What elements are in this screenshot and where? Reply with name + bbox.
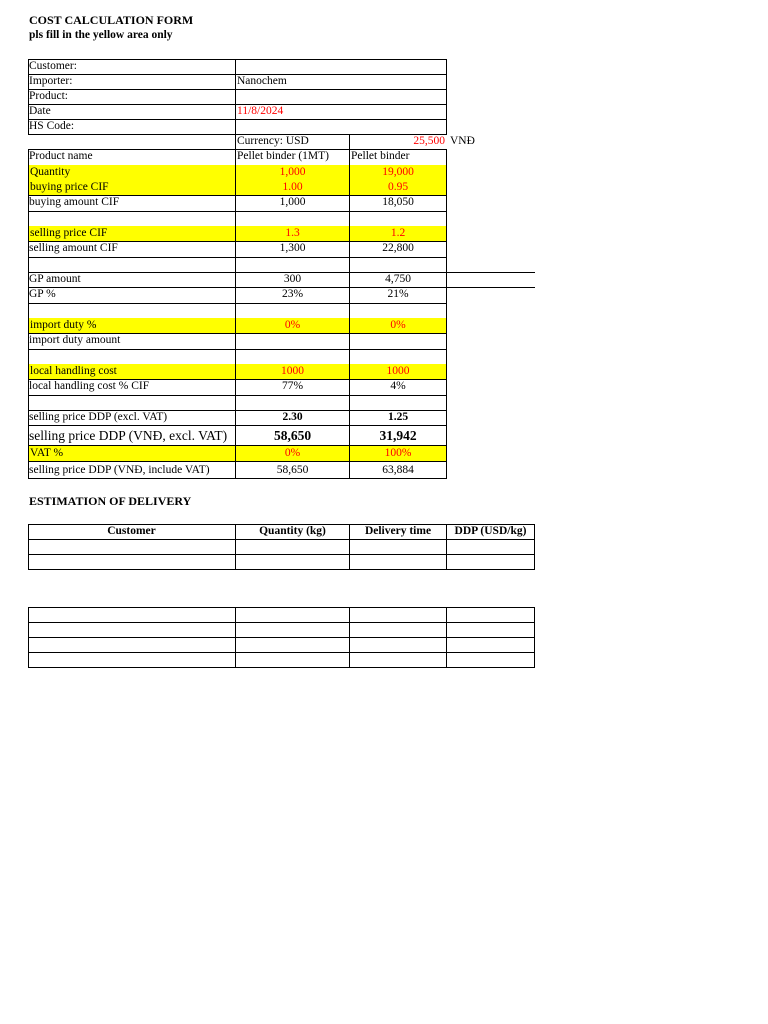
- local-handling-pct-label: local handling cost % CIF: [29, 380, 150, 392]
- ddp-excl-col2: 1.25: [387, 411, 409, 423]
- vat-pct-col2-input[interactable]: 100%: [350, 446, 446, 461]
- ddp-vnd-excl-label: selling price DDP (VNĐ, excl. VAT): [29, 428, 228, 443]
- buying-price-col2-input[interactable]: 0.95: [350, 180, 446, 195]
- delivery-header-customer: Customer: [107, 525, 156, 537]
- buying-price-col1-input[interactable]: 1.00: [236, 180, 349, 195]
- import-duty-amount-col1: [236, 333, 349, 348]
- vat-pct-col1-input[interactable]: 0%: [236, 446, 349, 461]
- import-duty-amount-label: import duty amount: [29, 334, 121, 346]
- ddp-vnd-incl-col1: 58,650: [276, 464, 309, 476]
- local-handling-col1-input[interactable]: 1000: [236, 364, 349, 379]
- delivery-header-ddp: DDP (USD/kg): [454, 525, 527, 537]
- ddp-excl-label: selling price DDP (excl. VAT): [29, 411, 168, 423]
- gp-pct-col2: 21%: [387, 288, 409, 300]
- ddp-vnd-excl-col1: 58,650: [273, 428, 312, 443]
- local-handling-pct-col2: 4%: [390, 380, 406, 392]
- form-subtitle: pls fill in the yellow area only: [29, 29, 173, 41]
- customer-field[interactable]: [236, 59, 446, 74]
- vat-pct-label: VAT %: [29, 446, 235, 461]
- buying-amount-col2: 18,050: [382, 196, 414, 208]
- import-duty-pct-col1-input[interactable]: 0%: [236, 318, 349, 333]
- product-col2-header: Pellet binder: [351, 150, 410, 162]
- exchange-rate-field[interactable]: 25,500: [413, 135, 445, 147]
- local-handling-pct-col1: 77%: [281, 380, 304, 392]
- quantity-col1-input[interactable]: 1,000: [236, 165, 349, 180]
- import-duty-pct-col2-input[interactable]: 0%: [350, 318, 446, 333]
- ddp-vnd-incl-col2: 63,884: [382, 464, 414, 476]
- gp-pct-col1: 23%: [281, 288, 304, 300]
- product-col1-header: Pellet binder (1MT): [237, 150, 329, 162]
- date-label: Date: [29, 105, 51, 117]
- local-handling-col2-input[interactable]: 1000: [350, 364, 446, 379]
- currency-unit: VNĐ: [450, 135, 475, 147]
- quantity-label: Quantity: [29, 165, 235, 180]
- delivery-header-quantity: Quantity (kg): [259, 525, 326, 537]
- selling-price-label: selling price CIF: [29, 226, 235, 241]
- ddp-vnd-excl-col2: 31,942: [379, 428, 417, 443]
- gp-amount-col2: 4,750: [385, 273, 411, 285]
- delivery-header-delivery-time: Delivery time: [364, 525, 432, 537]
- gp-pct-label: GP %: [29, 288, 56, 300]
- hs-code-label: HS Code:: [29, 120, 75, 132]
- buying-amount-label: buying amount CIF: [29, 196, 120, 208]
- import-duty-amount-col2: [350, 333, 446, 348]
- local-handling-label: local handling cost: [29, 364, 235, 379]
- selling-price-col2-input[interactable]: 1.2: [350, 226, 446, 241]
- import-duty-pct-label: import duty %: [29, 318, 235, 333]
- selling-amount-label: selling amount CIF: [29, 242, 118, 254]
- selling-price-col1-input[interactable]: 1.3: [236, 226, 349, 241]
- importer-field[interactable]: Nanochem: [237, 75, 287, 87]
- gp-amount-label: GP amount: [29, 273, 81, 285]
- ddp-vnd-incl-label: selling price DDP (VNĐ, include VAT): [29, 464, 210, 476]
- product-label: Product:: [29, 90, 68, 102]
- quantity-col2-input[interactable]: 19,000: [350, 165, 446, 180]
- importer-label: Importer:: [29, 75, 73, 87]
- customer-label: Customer:: [29, 60, 77, 72]
- date-field[interactable]: 11/8/2024: [237, 105, 284, 117]
- gp-amount-col1: 300: [283, 273, 302, 285]
- product-name-label: Product name: [29, 150, 93, 162]
- delivery-title: ESTIMATION OF DELIVERY: [29, 494, 192, 508]
- buying-amount-col1: 1,000: [279, 196, 306, 208]
- ddp-excl-col1: 2.30: [282, 411, 303, 423]
- buying-price-label: buying price CIF: [29, 180, 235, 195]
- selling-amount-col2: 22,800: [382, 242, 414, 254]
- form-title: COST CALCULATION FORM: [29, 13, 194, 27]
- product-field[interactable]: [236, 89, 446, 104]
- currency-label: Currency: USD: [237, 135, 309, 147]
- hs-code-field[interactable]: [236, 119, 446, 134]
- selling-amount-col1: 1,300: [279, 242, 306, 254]
